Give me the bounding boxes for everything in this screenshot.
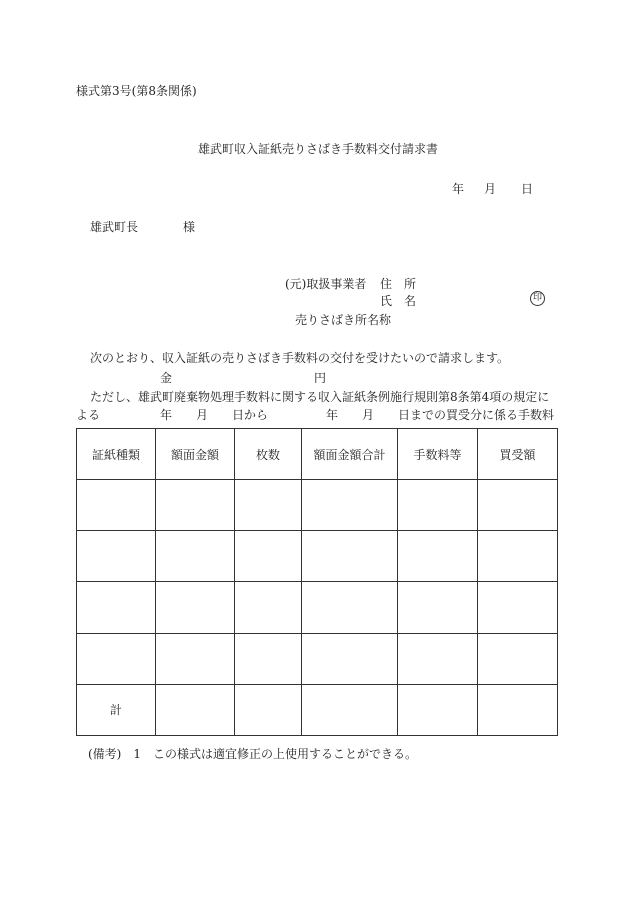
request-line-1: 次のとおり、収入証紙の売りさばき手数料の交付を受けたいので請求します。 — [90, 351, 510, 365]
table-row — [77, 480, 558, 531]
table-cell[interactable] — [478, 684, 558, 735]
table-cell[interactable] — [77, 633, 156, 684]
request-line-3: ただし、雄武町廃棄物処理手数料に関する収入証紙条例施行規則第8条第4項の規定に — [90, 390, 550, 404]
fee-table — [76, 428, 558, 736]
table-cell[interactable] — [398, 480, 478, 531]
table-cell[interactable] — [156, 684, 235, 735]
table-cell[interactable] — [302, 633, 398, 684]
table-cell[interactable] — [478, 480, 558, 531]
table-cell[interactable] — [235, 684, 302, 735]
addressee-name: 雄武町長 — [90, 220, 139, 234]
applicant-role: (元)取扱事業者 — [285, 277, 367, 291]
amount-unit: 円 — [314, 371, 327, 385]
period-year-1: 年 — [160, 408, 173, 422]
table-row — [77, 633, 558, 684]
table-cell[interactable] — [235, 531, 302, 582]
header-fee: 手数料等 — [398, 429, 478, 480]
table-cell[interactable] — [156, 480, 235, 531]
date-year: 年 — [452, 182, 465, 196]
table-cell[interactable] — [478, 582, 558, 633]
date-day: 日 — [521, 182, 534, 196]
table-cell[interactable] — [77, 531, 156, 582]
header-face-value: 額面金額 — [156, 429, 235, 480]
period-day-2: 日までの買受分に係る手数料 — [398, 408, 555, 422]
table-header-row — [77, 429, 558, 480]
table-cell[interactable] — [398, 633, 478, 684]
header-face-total: 額面金額合計 — [302, 429, 398, 480]
remarks-note: (備考) 1 この様式は適宜修正の上使用することができる。 — [88, 747, 418, 761]
header-stamp-type: 証紙種類 — [77, 429, 156, 480]
header-count: 枚数 — [235, 429, 302, 480]
addressee-honorific: 様 — [183, 220, 196, 234]
form-number: 様式第3号(第8条関係) — [76, 84, 197, 98]
period-start-word: よる — [76, 408, 101, 422]
table-cell[interactable] — [478, 531, 558, 582]
seal-mark: 印 — [530, 291, 545, 306]
period-month-2: 月 — [362, 408, 375, 422]
amount-prefix: 金 — [160, 371, 173, 385]
table-cell[interactable] — [156, 531, 235, 582]
table-cell[interactable] — [77, 480, 156, 531]
name-label: 氏 名 — [380, 294, 417, 308]
table-cell[interactable] — [302, 531, 398, 582]
table-cell[interactable] — [302, 582, 398, 633]
period-day-1: 日から — [232, 408, 269, 422]
table-cell[interactable] — [302, 684, 398, 735]
table-cell[interactable] — [478, 633, 558, 684]
date-month: 月 — [484, 182, 497, 196]
table-cell[interactable] — [156, 633, 235, 684]
table-cell[interactable] — [235, 633, 302, 684]
total-label: 計 — [77, 684, 156, 735]
address-label: 住 所 — [380, 277, 417, 291]
table-cell[interactable] — [235, 582, 302, 633]
table-row — [77, 582, 558, 633]
table-cell[interactable] — [235, 480, 302, 531]
period-month-1: 月 — [196, 408, 209, 422]
table-total-row — [77, 684, 558, 735]
table-row — [77, 531, 558, 582]
header-purchase-amount: 買受額 — [478, 429, 558, 480]
table-cell[interactable] — [398, 531, 478, 582]
table-cell[interactable] — [156, 582, 235, 633]
table-cell[interactable] — [302, 480, 398, 531]
table-cell[interactable] — [398, 582, 478, 633]
table-cell[interactable] — [398, 684, 478, 735]
period-year-2: 年 — [326, 408, 339, 422]
document-title: 雄武町収入証紙売りさばき手数料交付請求書 — [198, 142, 439, 156]
table-cell[interactable] — [77, 582, 156, 633]
shop-name-label: 売りさばき所名称 — [295, 313, 392, 327]
